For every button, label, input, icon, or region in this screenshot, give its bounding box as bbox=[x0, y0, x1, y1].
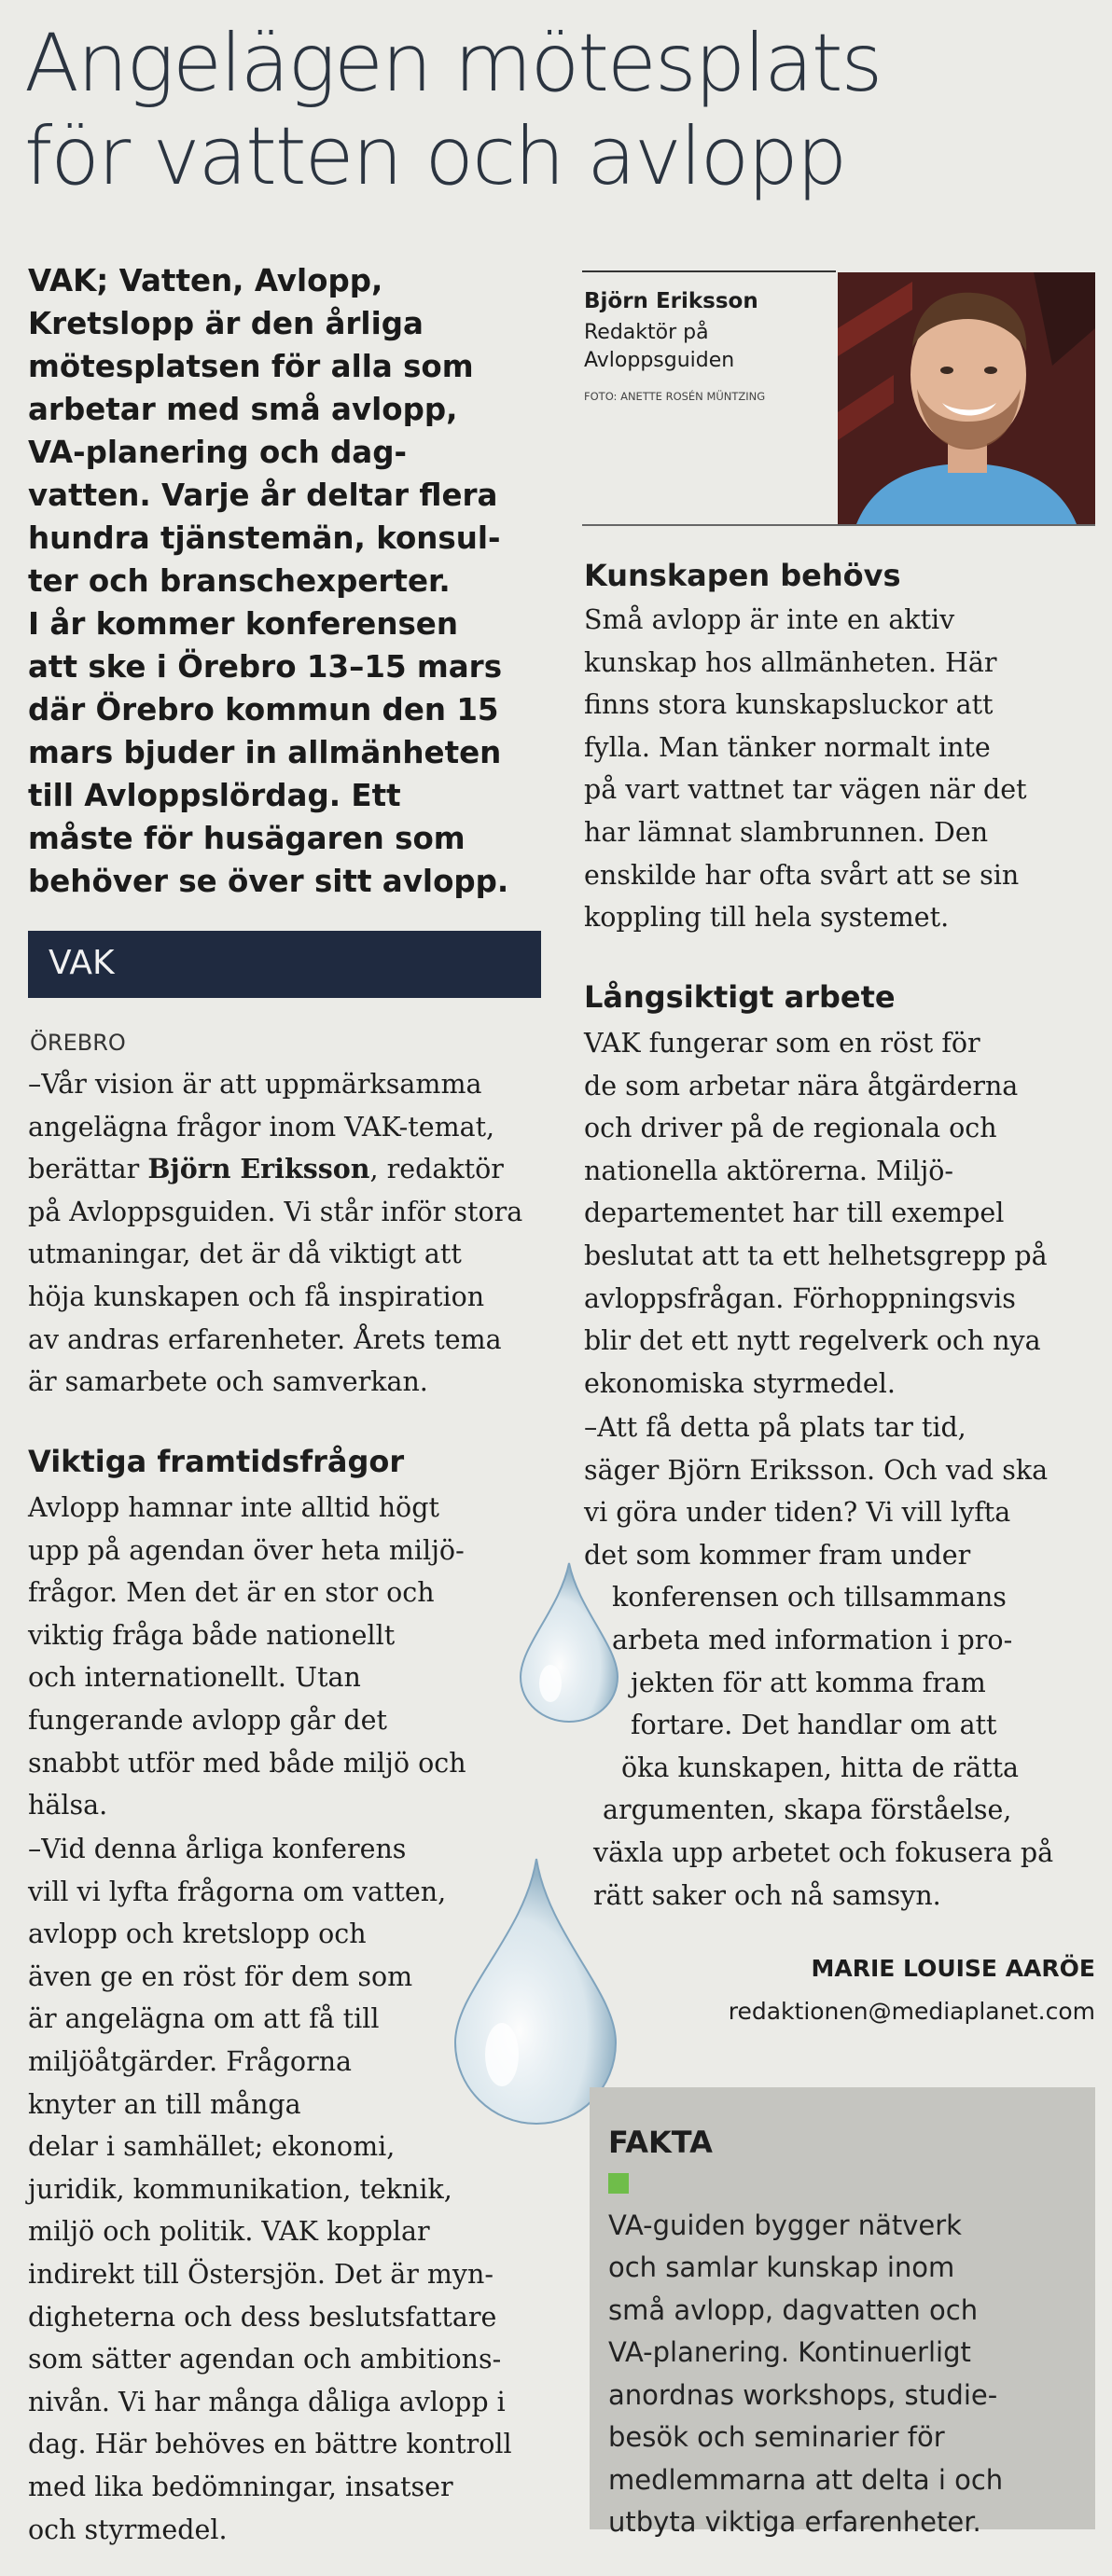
body-line: vill vi lyfta frågorna om vatten, bbox=[28, 1876, 447, 1907]
body-line: miljöåtgärder. Frågorna bbox=[28, 2045, 353, 2077]
body-line: VAK fungerar som en röst för bbox=[584, 1028, 980, 1059]
portrait-illustration bbox=[838, 272, 1095, 524]
body-line: de som arbetar nära åtgärderna bbox=[584, 1070, 1019, 1101]
lead-line: mars bjuder in allmänheten bbox=[28, 735, 502, 770]
body-line bbox=[28, 1148, 550, 1191]
lead-line: till Avloppslördag. Ett bbox=[28, 778, 401, 813]
lead-line: hundra tjänstemän, konsul- bbox=[28, 520, 501, 556]
body-line: har lämnat slambrunnen. Den bbox=[584, 816, 989, 848]
body-line: nationella aktörerna. Miljö- bbox=[584, 1155, 954, 1186]
body-line: Avlopp hamnar inte alltid högt bbox=[28, 1492, 439, 1523]
body-line: ekonomiska styrmedel. bbox=[584, 1367, 896, 1399]
subhead-viktiga-framtidsfragor: Viktiga framtidsfrågor bbox=[28, 1444, 405, 1479]
body-line: departementet har till exempel bbox=[584, 1198, 1005, 1229]
headline bbox=[24, 17, 1097, 203]
body-line: beslutat att ta ett helhetsgrepp på bbox=[584, 1240, 1048, 1271]
byline-title bbox=[584, 319, 734, 375]
body-line: dag. Här behöves en bättre kontroll bbox=[28, 2429, 512, 2460]
headline-line-2: för vatten och avlopp bbox=[24, 110, 846, 203]
lead-line: Kretslopp är den årliga bbox=[28, 306, 424, 341]
body-line: delar i samhället; ekonomi, bbox=[28, 2131, 396, 2163]
section-label: VAK bbox=[49, 944, 115, 982]
body-line: som sätter agendan och ambitions- bbox=[28, 2344, 502, 2375]
body-line: utmaningar, det är då viktigt att bbox=[28, 1239, 462, 1270]
body-line: avlopp och kretslopp och bbox=[28, 1918, 367, 1950]
section-label-bar bbox=[28, 931, 541, 998]
body-line: koppling till hela systemet. bbox=[584, 902, 950, 934]
section-3-paragraph bbox=[584, 599, 1097, 939]
fakta-line: utbyta viktiga erfarenheter. bbox=[608, 2506, 981, 2538]
body-line: –Att få detta på plats tar tid, bbox=[584, 1412, 966, 1443]
headline-line-1: Angelägen mötesplats bbox=[24, 17, 882, 110]
photo-credit: FOTO: ANETTE ROSÉN MÜNTZING bbox=[584, 390, 766, 403]
body-text: , redaktör bbox=[369, 1154, 504, 1185]
body-line: indirekt till Östersjön. Det är myn- bbox=[28, 2258, 494, 2290]
body-line: rätt saker och nå samsyn. bbox=[593, 1879, 941, 1911]
lead-paragraph bbox=[28, 259, 555, 903]
fakta-text bbox=[608, 2162, 1003, 2544]
dateline: ÖREBRO bbox=[30, 1030, 126, 1056]
body-line: nivån. Vi har många dåliga avlopp i bbox=[28, 2386, 506, 2417]
body-line: blir det ett nytt regelverk och nya bbox=[584, 1325, 1041, 1357]
lead-line: behöver se över sitt avlopp. bbox=[28, 864, 509, 899]
body-line: digheterna och dess beslutsfattare bbox=[28, 2301, 497, 2333]
contact-email: redaktionen@mediaplanet.com bbox=[728, 1998, 1095, 2025]
fakta-line bbox=[608, 2162, 1003, 2247]
body-line: vi göra under tiden? Vi vill lyfta bbox=[584, 1497, 1011, 1529]
body-line: viktig fråga både nationellt bbox=[28, 1619, 396, 1651]
body-line: på vart vattnet tar vägen när det bbox=[584, 774, 1027, 806]
person-name: Björn Eriksson bbox=[147, 1153, 370, 1185]
lead-line: VA-planering och dag- bbox=[28, 435, 407, 470]
body-line: växla upp arbetet och fokusera på bbox=[593, 1836, 1054, 1868]
lead-line: I år kommer konferensen bbox=[28, 606, 458, 642]
body-line: knyter an till många bbox=[28, 2088, 301, 2120]
body-line: snabbt utför med både miljö och bbox=[28, 1747, 466, 1779]
body-line: höja kunskapen och få inspiration bbox=[28, 1281, 485, 1312]
body-line: på Avloppsguiden. Vi står inför stora bbox=[28, 1196, 523, 1227]
fakta-box bbox=[590, 2087, 1095, 2538]
body-line: av andras erfarenheter. Årets tema bbox=[28, 1323, 502, 1355]
body-line: angelägna frågor inom VAK-temat, bbox=[28, 1111, 495, 1143]
lead-line: VAK; Vatten, Avlopp, bbox=[28, 263, 383, 298]
body-text: berättar bbox=[28, 1154, 148, 1185]
green-square-icon bbox=[608, 2173, 629, 2194]
byline-title-line: Avloppsguiden bbox=[584, 349, 735, 372]
body-line: avloppsfrågan. Förhoppningsvis bbox=[584, 1282, 1016, 1314]
body-line: –Vår vision är att uppmärksamma bbox=[28, 1069, 482, 1100]
fakta-line: besök och seminarier för bbox=[608, 2421, 945, 2453]
section-5-paragraph bbox=[584, 1406, 1097, 1917]
body-line: juridik, kommunikation, teknik, bbox=[28, 2173, 452, 2205]
fakta-title: FAKTA bbox=[608, 2125, 713, 2160]
body-line: arbeta med information i pro- bbox=[612, 1624, 1013, 1655]
lead-line: att ske i Örebro 13–15 mars bbox=[28, 649, 503, 685]
body-line: –Vid denna årliga konferens bbox=[28, 1834, 407, 1864]
lead-line: arbetar med små avlopp, bbox=[28, 392, 458, 427]
lead-line: mötesplatsen för alla som bbox=[28, 349, 474, 384]
lead-line: måste för husägaren som bbox=[28, 821, 466, 856]
fakta-line: små avlopp, dagvatten och bbox=[608, 2293, 979, 2326]
body-line: hälsa. bbox=[28, 1790, 108, 1821]
fakta-line: anordnas workshops, studie- bbox=[608, 2378, 998, 2411]
body-line: konferensen och tillsammans bbox=[612, 1582, 1007, 1613]
body-line: enskilde har ofta svårt att se sin bbox=[584, 859, 1020, 891]
body-line: med lika bedömningar, insatser bbox=[28, 2471, 453, 2502]
body-line: upp på agendan över heta miljö- bbox=[28, 1534, 465, 1566]
body-line: finns stora kunskapsluckor att bbox=[584, 689, 994, 721]
fakta-line: medlemmarna att delta i och bbox=[608, 2463, 1004, 2496]
body-line: och styrmedel. bbox=[28, 2514, 228, 2545]
body-line: fylla. Man tänker normalt inte bbox=[584, 731, 991, 763]
subhead-langsiktigt-arbete: Långsiktigt arbete bbox=[584, 979, 896, 1015]
body-line: miljö och politik. VAK kopplar bbox=[28, 2216, 430, 2248]
body-line: och driver på de regionala och bbox=[584, 1113, 997, 1144]
body-line: kunskap hos allmänheten. Här bbox=[584, 646, 997, 678]
section-1-paragraph bbox=[28, 1487, 550, 1827]
lead-line: ter och branschexperter. bbox=[28, 563, 451, 599]
body-line: Små avlopp är inte en aktiv bbox=[584, 604, 955, 635]
fakta-line: och samlar kunskap inom bbox=[608, 2251, 955, 2283]
body-line: öka kunskapen, hitta de rätta bbox=[621, 1752, 1020, 1783]
fakta-line-text: VA-guiden bygger nätverk bbox=[608, 2209, 962, 2241]
lead-line: vatten. Varje år deltar flera bbox=[28, 478, 498, 513]
body-line: fungerande avlopp går det bbox=[28, 1704, 387, 1736]
body-line: och internationellt. Utan bbox=[28, 1662, 361, 1694]
body-line: fortare. Det handlar om att bbox=[631, 1710, 997, 1741]
byline-title-line: Redaktör på bbox=[584, 321, 709, 344]
body-line: det som kommer fram under bbox=[584, 1539, 971, 1571]
section-4-paragraph bbox=[584, 1022, 1097, 1405]
body-line: jekten för att komma fram bbox=[631, 1667, 986, 1698]
subhead-kunskapen-behovs: Kunskapen behövs bbox=[584, 558, 901, 593]
body-line: säger Björn Eriksson. Och vad ska bbox=[584, 1454, 1049, 1486]
author-signature: MARIE LOUISE AARÖE bbox=[811, 1955, 1095, 1982]
body-line: är samarbete och samverkan. bbox=[28, 1366, 428, 1398]
body-line: frågor. Men det är en stor och bbox=[28, 1577, 435, 1609]
body-line: argumenten, skapa förståelse, bbox=[603, 1794, 1012, 1826]
byline-bottom-rule bbox=[582, 524, 1095, 526]
fakta-line: VA-planering. Kontinuerligt bbox=[608, 2336, 971, 2368]
intro-paragraph bbox=[28, 1063, 550, 1404]
portrait-photo bbox=[838, 272, 1095, 524]
lead-line: där Örebro kommun den 15 bbox=[28, 692, 499, 727]
byline-name: Björn Eriksson bbox=[584, 289, 758, 313]
byline-rule bbox=[582, 270, 836, 272]
body-line: även ge en röst för dem som bbox=[28, 1960, 413, 1992]
body-line: är angelägna om att få till bbox=[28, 2003, 380, 2035]
